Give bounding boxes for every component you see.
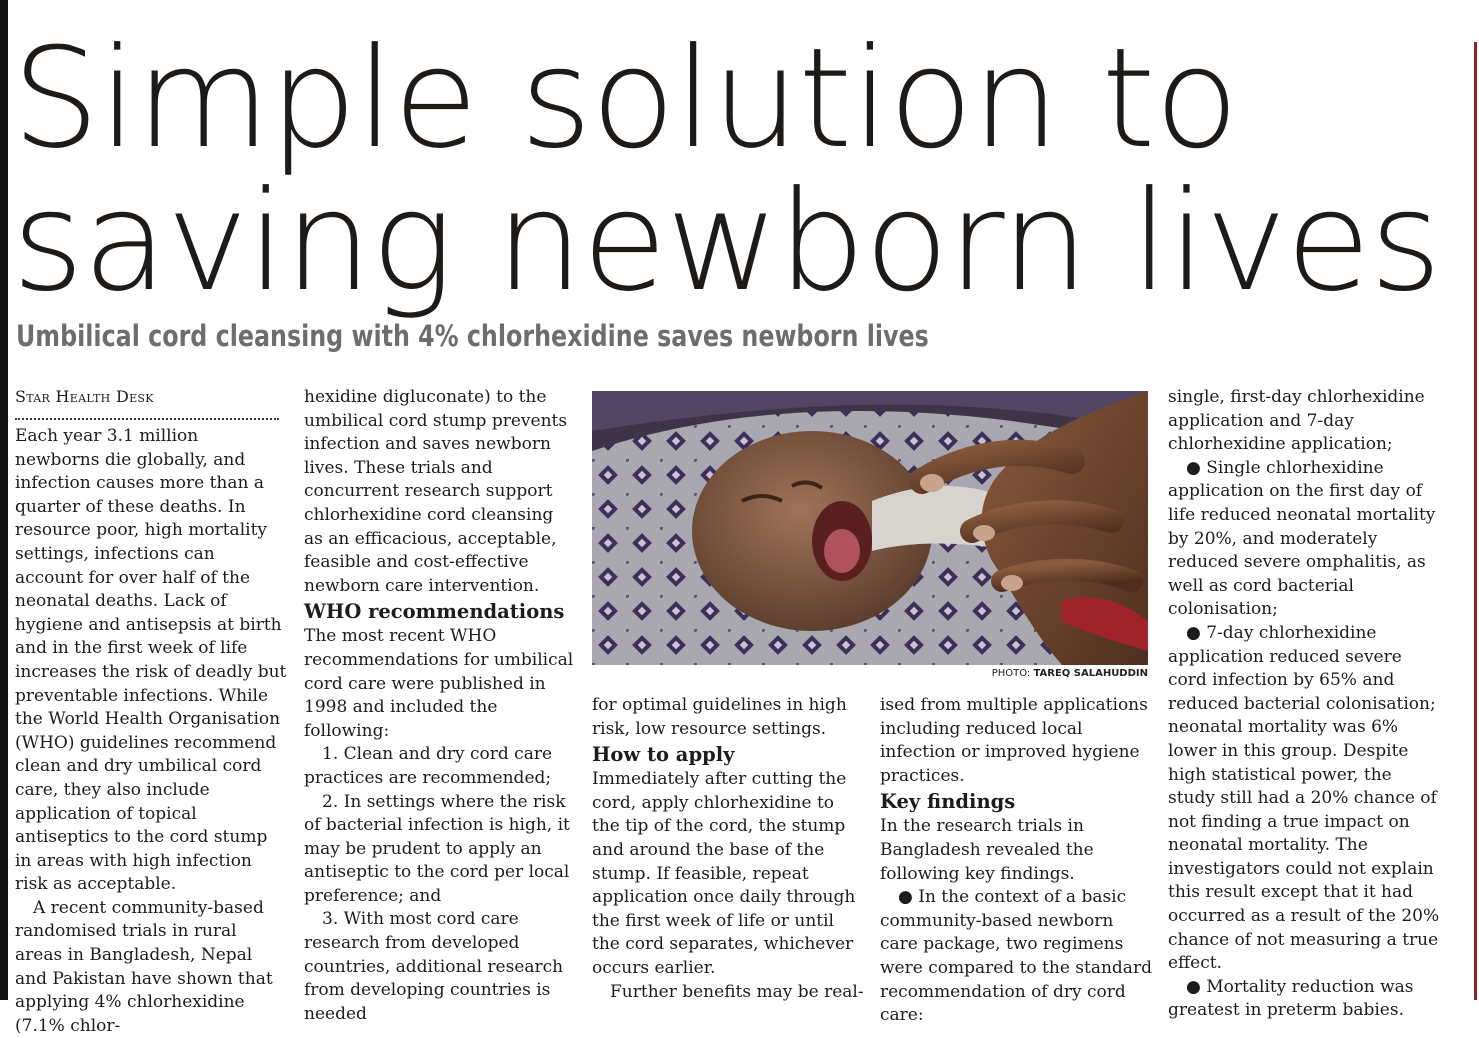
article-column-2	[304, 386, 576, 1026]
list-item: 1. Clean and dry cord care practices are recommended;	[304, 744, 553, 788]
bullet-item: ● In the context of a basic community-based newborn care package, two regimens were compared to the standard recommendation of dry cord care:	[880, 887, 1152, 1026]
paragraph: Each year 3.1 million newborns die globally, and infection causes more than a quarter of these deaths. In resource poor, high mortality settings, infections can account for over half of the neonatal deaths. Lack of hygiene and antisepsis at birth and in the first week of life increases the risk of deadly but preventable infections. While the World Health Organisation (WHO) guidelines recommend clean and dry umbilical cord care, they also include application of topical antiseptics to the cord stump in areas with high infection risk as acceptable.	[15, 426, 287, 895]
newborn-photo	[592, 391, 1148, 665]
section-heading-who: WHO recommendations	[304, 600, 565, 624]
byline-divider	[15, 418, 279, 420]
paragraph: Further benefits may be real-	[610, 981, 864, 1002]
list-item: 3. With most cord care research from developed countries, additional research from developing countries is needed	[304, 909, 564, 1024]
newborn-photo-image	[592, 391, 1148, 665]
byline: Star Health Desk	[15, 387, 154, 406]
list-item: 2. In settings where the risk of bacterial infection is high, it may be prudent to apply an antiseptic to the cord per local preference; and	[304, 791, 570, 906]
bullet-item: ● Single chlorhexidine application on the first day of life reduced neonatal mortality by 20%, and moderately reduced severe omphalitis, as well as cord bacterial colonisation;	[1168, 457, 1436, 620]
headline-line-2: saving newborn lives	[12, 161, 1441, 322]
photo-credit-name: TAREQ SALAHUDDIN	[1033, 668, 1148, 679]
bullet-item: ● Mortality reduction was greatest in preterm babies.	[1168, 976, 1414, 1021]
paragraph: hexidine digluconate) to the umbilical cord stump prevents infection and saves newborn lives. These trials and concurrent research support chlorhexidine cord cleansing as an efficacious, acceptable, feasible and cost-effective newborn care intervention.	[304, 387, 568, 596]
paragraph: In the research trials in Bangladesh revealed the following key findings.	[880, 816, 1094, 884]
paragraph: A recent community-based randomised trials in rural areas in Bangladesh, Nepal and Pakistan have shown that applying 4% chlorhexidine (7.1% chlor-	[15, 897, 273, 1036]
page-edge	[0, 0, 8, 1000]
article-column-5	[1168, 386, 1440, 1023]
paragraph: single, first-day chlorhexidine application and 7-day chlorhexidine application;	[1168, 387, 1425, 455]
article-column-4	[880, 694, 1152, 1028]
bullet-item: ● 7-day chlorhexidine application reduced severe cord infection by 65% and reduced bacterial colonisation; neonatal mortality was 6% lower in this group. Despite high statistical power, the study still had a 20% chance of not finding a true impact on neonatal mortality. The investigators could not explain this result except that it had occurred as a result of the 20% chance of not measuring a true effect.	[1168, 622, 1440, 974]
paragraph: ised from multiple applications including reduced local infection or improved hygiene practices.	[880, 695, 1148, 786]
article-column-3	[592, 694, 864, 1004]
column-rule	[1474, 42, 1477, 1000]
section-heading-key-findings: Key findings	[880, 790, 1016, 814]
photo-credit-prefix: PHOTO:	[991, 668, 1031, 679]
paragraph: Immediately after cutting the cord, apply chlorhexidine to the tip of the cord, the stump and around the base of the stump. If feasible, repeat application once daily through the first week of life or until the cord separates, whichever occurs earlier.	[592, 769, 856, 978]
paragraph: for optimal guidelines in high risk, low resource settings.	[592, 695, 847, 739]
section-heading-how-to-apply: How to apply	[592, 743, 735, 767]
article-column-1	[15, 384, 287, 1038]
headline-line-1: Simple solution to	[12, 18, 1238, 179]
photo-credit	[900, 667, 1148, 681]
paragraph: The most recent WHO recommendations for umbilical cord care were published in 1998 and included the following:	[304, 626, 574, 741]
subheadline: Umbilical cord cleansing with 4% chlorhexidine saves newborn lives	[16, 319, 929, 353]
